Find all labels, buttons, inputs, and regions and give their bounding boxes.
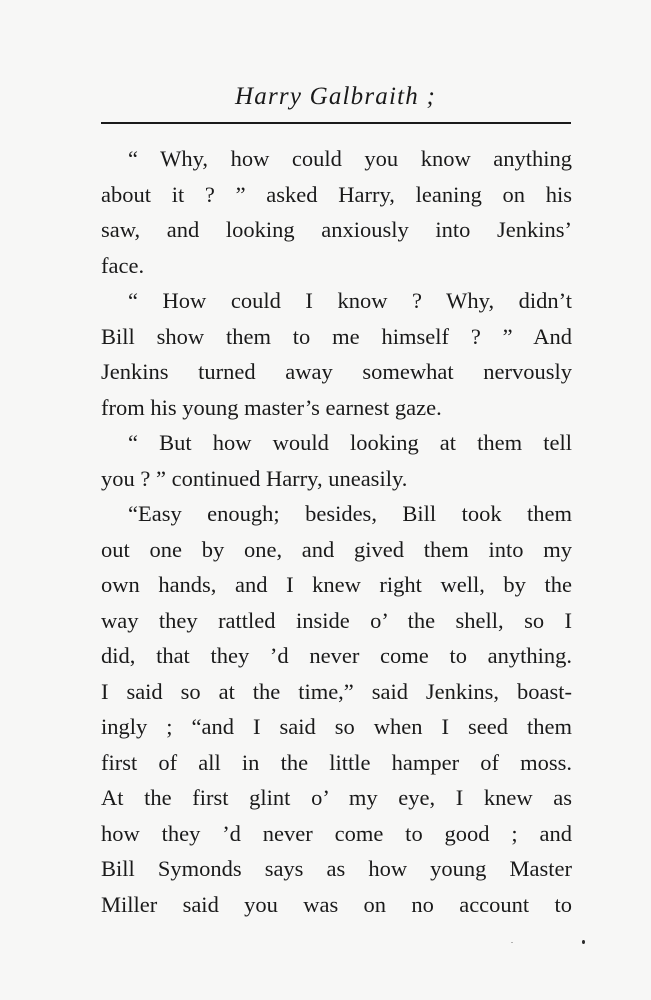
ink-speck [582,940,585,944]
text-line: “Easy enough; besides, Bill took them [128,501,572,526]
text-line: how they ’d never come to good ; and [101,820,572,846]
text-line: did, that they ’d never come to anything. [101,643,572,668]
text-line: I said so at the time,” said Jenkins, boast- [101,678,572,704]
text-line: way they rattled inside o’ the shell, so I [101,607,572,633]
text-line: Bill Symonds says as how young Master [101,856,572,881]
text-line: from his young master’s earnest gaze. [101,394,442,420]
text-line: “ Why, how could you know anything [128,146,572,171]
page-header [0,83,651,111]
text-line: saw, and looking anxiously into Jenkins’ [101,217,572,242]
body-text [101,141,572,922]
text-line: Miller said you was on no account to [101,891,572,917]
text-line: you ? ” continued Harry, uneasily. [101,465,408,491]
running-head: Harry Galbraith ; [235,83,436,110]
text-line: face. [101,252,145,278]
text-line: Bill show them to me himself ? ” And [101,323,572,349]
text-line: Jenkins turned away somewhat nervously [101,359,572,384]
text-line: own hands, and I knew right well, by the [101,572,572,597]
text-line: ingly ; “and I said so when I seed them [101,714,572,739]
ink-speck [511,942,513,943]
text-line: At the first glint o’ my eye, I knew as [101,785,572,810]
text-line: about it ? ” asked Harry, leaning on his [101,181,572,207]
text-line: out one by one, and gived them into my [101,536,572,562]
text-line: first of all in the little hamper of moss. [101,749,572,775]
text-line: “ How could I know ? Why, didn’t [128,288,572,313]
header-rule [101,122,571,124]
text-line: “ But how would looking at them tell [128,430,572,455]
